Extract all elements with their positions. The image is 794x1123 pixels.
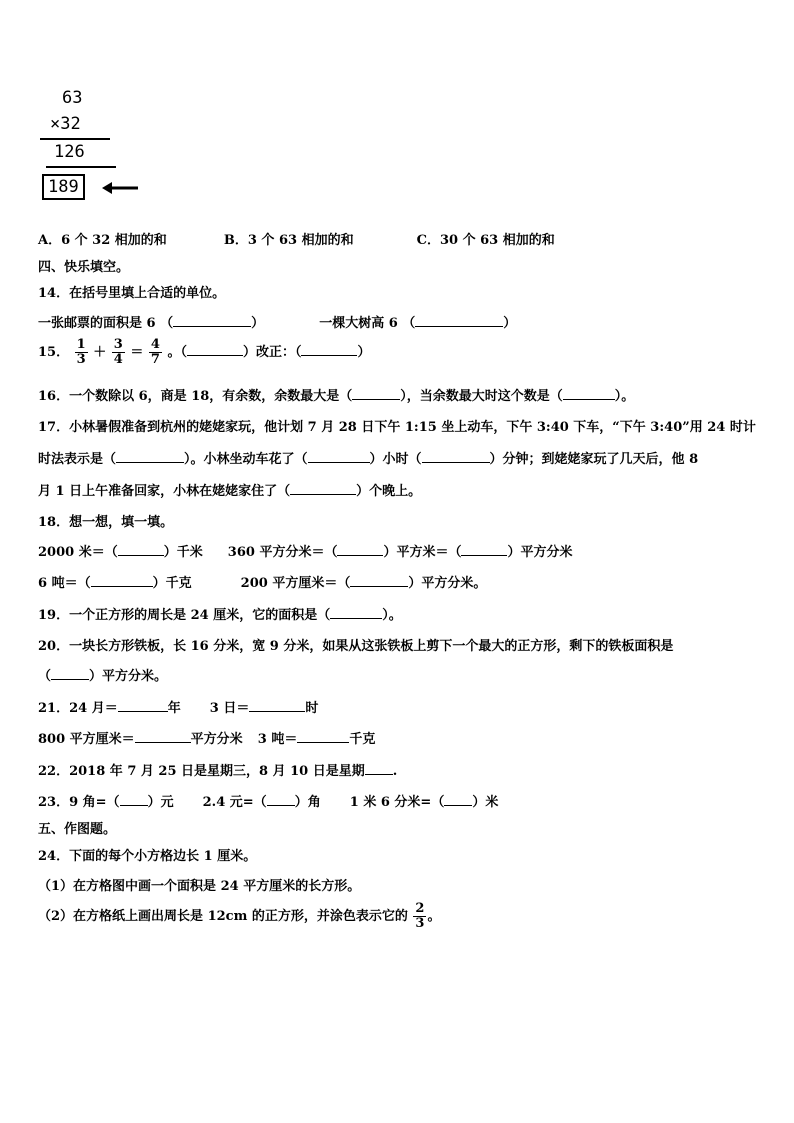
q17-line-2: 时法表示是（ ）。小林坐动车花了（ ）小时（ ）分钟；到姥姥家玩了几天后，他 8 — [38, 452, 699, 467]
answer-blank[interactable] — [267, 793, 295, 806]
answer-blank[interactable] — [461, 543, 507, 556]
q16: 16．一个数除以 6，商是 18，有余数，余数最大是（ ），当余数最大时这个数是（ ）。 — [38, 389, 635, 404]
answer-blank[interactable] — [352, 387, 400, 400]
calc-rule-2 — [46, 166, 116, 168]
q13-options — [38, 229, 555, 248]
q14-title: 14．在括号里填上合适的单位。 — [38, 286, 226, 301]
answer-blank[interactable] — [51, 667, 89, 680]
fraction: $\frac{4}{7}$ — [150, 337, 160, 367]
section-5-heading: 五、作图题。 — [38, 822, 117, 837]
answer-blank[interactable] — [330, 606, 382, 619]
answer-blank[interactable] — [444, 793, 472, 806]
multiplication-figure — [40, 88, 150, 218]
calc-boxed-product: 189 — [42, 174, 85, 200]
answer-blank[interactable] — [290, 482, 356, 495]
section-4-heading: 四、快乐填空。 — [38, 260, 130, 275]
answer-blank[interactable] — [337, 543, 383, 556]
calc-partial-product: 126 — [54, 142, 85, 162]
answer-blank[interactable] — [308, 450, 370, 463]
calc-multiplicand: 63 — [62, 88, 83, 108]
option-a: A．6 个 32 相加的和 — [38, 233, 167, 248]
answer-blank[interactable] — [187, 343, 243, 356]
q17-line-1: 17．小林暑假准备到杭州的姥姥家玩，他计划 7 月 28 日下午 1:15 坐上动车，下午 3:40 下车，“下午 3:40”用 24 时计 — [38, 420, 756, 435]
answer-blank[interactable] — [422, 450, 490, 463]
answer-blank[interactable] — [116, 450, 184, 463]
q18-row-1: 2000 米＝（ ）千米 360 平方分米＝（ ）平方米＝（ ）平方分米 — [38, 545, 573, 560]
q23: 23．9 角=（ ）元 2.4 元=（ ）角 1 米 6 分米=（ ）米 — [38, 795, 499, 810]
q24-part-2: （2）在方格纸上画出周长是 12cm 的正方形，并涂色表示它的 $\frac{2}{3}$ 。 — [38, 901, 441, 931]
answer-blank[interactable] — [301, 343, 357, 356]
q24-part-1: （1）在方格图中画一个面积是 24 平方厘米的长方形。 — [38, 879, 361, 894]
left-arrow-icon — [100, 180, 140, 201]
answer-blank[interactable] — [118, 699, 168, 712]
q18-title: 18．想一想，填一填。 — [38, 515, 174, 530]
q14-answers: 一张邮票的面积是 6 （ ） 一棵大树高 6 （ ） — [38, 316, 517, 331]
answer-blank[interactable] — [563, 387, 615, 400]
answer-blank[interactable] — [350, 574, 408, 587]
q24-title: 24．下面的每个小方格边长 1 厘米。 — [38, 849, 257, 864]
q19: 19．一个正方形的周长是 24 厘米，它的面积是（ ）。 — [38, 608, 402, 623]
q20-line-2: （ ）平方分米。 — [38, 669, 168, 684]
q17-line-3: 月 1 日上午准备回家，小林在姥姥家住了（ ）个晚上。 — [38, 484, 422, 499]
answer-blank[interactable] — [120, 793, 148, 806]
q22: 22．2018 年 7 月 25 日是星期三，8 月 10 日是星期 . — [38, 764, 398, 779]
answer-blank[interactable] — [365, 762, 393, 775]
q21-row-2: 800 平方厘米＝ 平方分米 3 吨＝ 千克 — [38, 732, 376, 747]
fraction: $\frac{2}{3}$ — [415, 901, 425, 931]
q20-line-1: 20．一块长方形铁板，长 16 分米，宽 9 分米，如果从这张铁板上剪下一个最大的正方形，剩下的铁板面积是 — [38, 639, 674, 654]
answer-blank[interactable] — [415, 314, 503, 327]
answer-blank[interactable] — [297, 730, 349, 743]
calc-rule — [40, 138, 110, 140]
answer-blank[interactable] — [249, 699, 305, 712]
fraction: $\frac{1}{3}$ — [76, 337, 86, 367]
q18-row-2: 6 吨＝（ ）千克 200 平方厘米＝（ ）平方分米。 — [38, 576, 487, 591]
q21-row-1: 21．24 月＝ 年 3 日＝ 时 — [38, 701, 319, 716]
answer-blank[interactable] — [118, 543, 164, 556]
calc-multiplier: ×32 — [50, 114, 81, 134]
answer-blank[interactable] — [173, 314, 251, 327]
q15: 15． $\frac{1}{3}$ ＋ $\frac{3}{4}$ ＝ $\frac{4}{7}$ 。（ ）改正：（ ） — [38, 337, 371, 367]
fraction: $\frac{3}{4}$ — [113, 337, 123, 367]
option-c: C．30 个 63 相加的和 — [416, 233, 555, 248]
answer-blank[interactable] — [135, 730, 191, 743]
answer-blank[interactable] — [91, 574, 153, 587]
option-b: B．3 个 63 相加的和 — [223, 233, 354, 248]
